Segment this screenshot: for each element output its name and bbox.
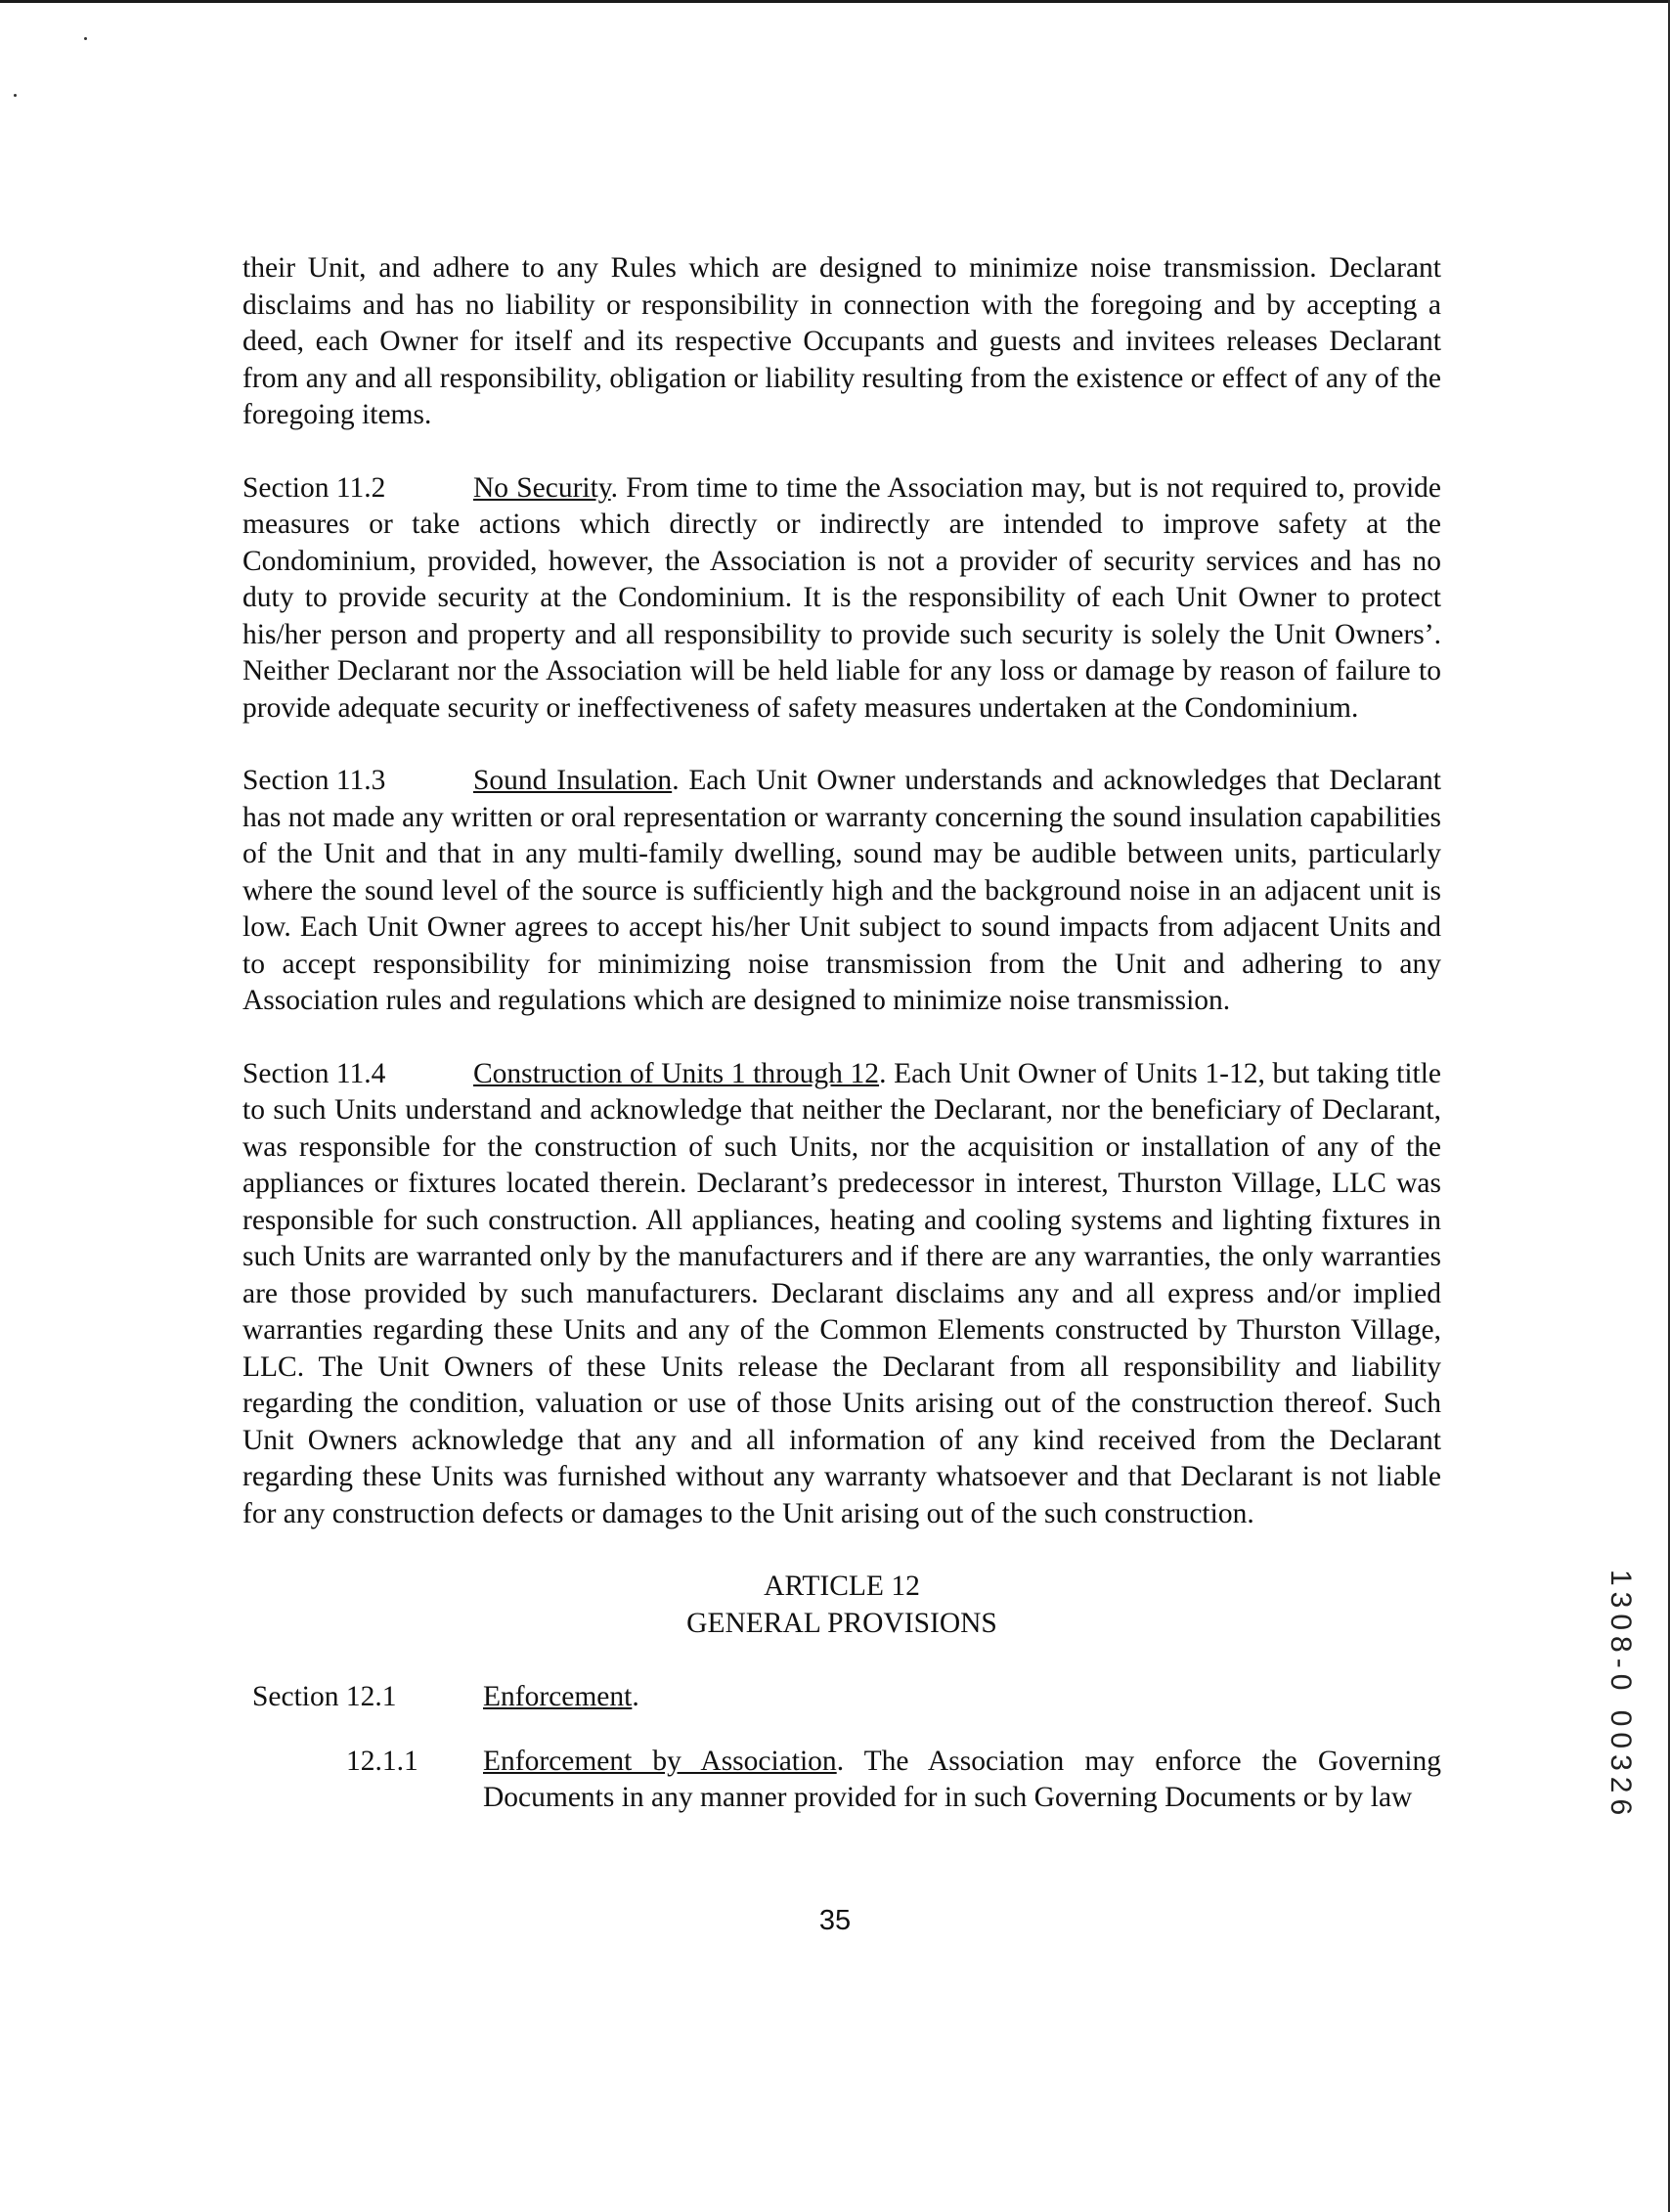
document-body	[242, 250, 1441, 1817]
page-number: 35	[818, 1905, 852, 1936]
scan-speck	[14, 94, 17, 97]
section-11-2	[242, 470, 1441, 728]
section-body: . From time to time the Association may, but is not required to, provide measures or take actions which directly or indirectly are intended to improve safety at the Condominium, provided, however, the Association is not a provider of security services and has no duty to provide security at the Condominium. It is the responsibility of each Unit Owner to protect his/her person and property and all responsibility to provide such security is solely the Unit Owners’. Neither Declarant nor the Association will be held liable for any loss or damage by reason of failure to provide adequate security or ineffectiveness of safety measures undertaken at the Condominium.	[242, 471, 1441, 724]
subsection-text	[483, 1744, 1441, 1817]
subsection-number: 12.1.1	[346, 1745, 418, 1777]
section-body: . Each Unit Owner understands and acknowledges that Declarant has not made any written or oral representation or warranty concerning the sound insulation capabilities of the Unit and that in any multi-family dwelling, sound may be audible between units, particularly where the sound level of the source is sufficiently high and the background noise in an adjacent unit is low. Each Unit Owner agrees to accept his/her Unit subject to sound impacts from adjacent Units and to accept responsibility for minimizing noise transmission from the Unit and adhering to any Association rules and regulations which are designed to minimize noise transmission.	[242, 765, 1441, 1016]
scan-speck	[84, 37, 87, 40]
section-heading: Enforcement	[483, 1681, 633, 1712]
section-heading: Sound Insulation	[473, 765, 673, 796]
section-heading: No Security	[473, 471, 611, 504]
section-number: Section 11.2	[242, 471, 386, 504]
section-heading-wrap	[483, 1679, 639, 1716]
section-11-4	[242, 1056, 1441, 1533]
subsection-12-1-1	[242, 1744, 1441, 1817]
scan-top-edge	[0, 0, 1670, 3]
section-number: Section 11.4	[242, 1057, 386, 1089]
section-heading-period: .	[632, 1681, 639, 1712]
bates-stamp: 1308-0 00326	[1604, 1570, 1637, 1822]
section-11-3	[242, 763, 1441, 1020]
subsection-heading: Enforcement by Association	[483, 1745, 837, 1777]
subsection-body: . The Association may enforce the Governing Documents in any manner provided for in such Governing Documents or by law	[483, 1745, 1441, 1813]
section-body: . Each Unit Owner of Units 1-12, but taking title to such Units understand and acknowledge that neither the Declarant, nor the beneficiary of Declarant, was responsible for the construction of such Units, nor the acquisition or installation of any of the appliances or fixtures located therein. Declarant’s predecessor in interest, Thurston Village, LLC was responsible for such construction. All appliances, heating and cooling systems and lighting fixtures in such Units are warranted only by the manufacturers and if there are any warranties, the only warranties are those provided by such manufacturers. Declarant disclaims any and all express and/or implied warranties regarding these Units and any of the Common Elements constructed by Thurston Village, LLC. The Unit Owners of these Units release the Declarant from all responsibility and liability regarding the condition, valuation or use of those Units arising out of the construction thereof. Such Unit Owners acknowledge that any and all information of any kind received from the Declarant regarding these Units was furnished without any warranty whatsoever and that Declarant is not liable for any construction defects or damages to the Unit arising out of the such construction.	[242, 1057, 1441, 1529]
section-number: Section 11.3	[242, 765, 386, 796]
article-number: ARTICLE 12	[764, 1571, 920, 1602]
article-heading	[242, 1569, 1441, 1642]
section-12-1	[242, 1679, 1441, 1716]
section-number: Section 12.1	[252, 1681, 397, 1712]
continuation-paragraph: their Unit, and adhere to any Rules which are designed to minimize noise transmission. Declarant disclaims and has no liability or responsibility in connection with the foregoing and by accepting a deed, each Owner for itself and its respective Occupants and guests and invitees releases Declarant from any and all responsibility, obligation or liability resulting from the existence or effect of any of the foregoing items.	[242, 252, 1441, 430]
section-heading: Construction of Units 1 through 12	[473, 1057, 880, 1089]
article-title: GENERAL PROVISIONS	[686, 1607, 997, 1639]
